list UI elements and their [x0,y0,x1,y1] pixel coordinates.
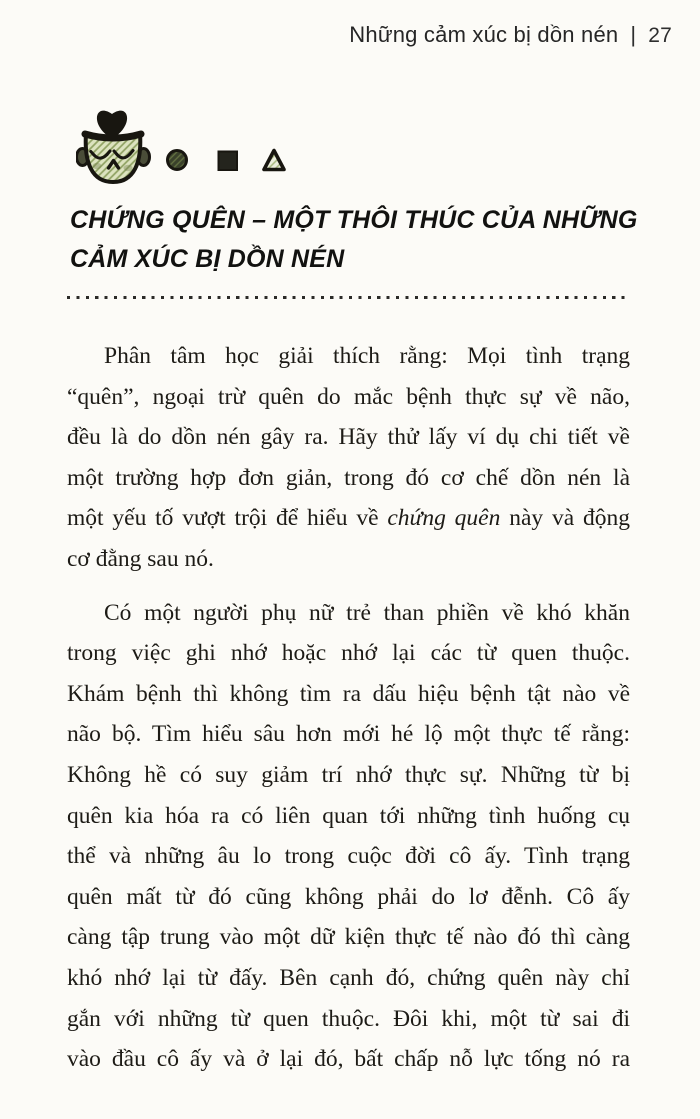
triangle-icon [264,151,284,170]
text-line: Có một người phụ nữ trẻ than phiền về khó khăn [104,599,630,626]
running-header [349,22,672,48]
body-text [67,336,630,1080]
text-line: não bộ. Tìm hiểu sâu hơn mới hé lộ một thực tế rằng: [67,721,630,748]
face-with-heart-icon [77,111,150,182]
text-line: cơ đằng sau nó. [67,545,214,572]
page-number: 27 [648,24,672,47]
dotted-divider [67,296,630,299]
header-divider: | [630,22,637,47]
text-line: một trường hợp đơn giản, trong đó cơ chế dồn nén là [67,464,630,491]
square-icon [219,152,238,171]
chapter-illustration [76,104,294,188]
text-line: quên mất từ đó cũng không phải do lơ đễnh. Cô ấy [67,883,630,910]
paragraph [67,593,630,1080]
text-line: vào đầu cô ấy và ở lại đó, bất chấp nỗ lực tống nó ra [67,1046,630,1073]
running-title: Những cảm xúc bị dồn nén [349,22,619,47]
text-line: thể và những âu lo trong cuộc đời cô ấy. Tình trạng [67,843,630,870]
text-line: gắn với những từ quen thuộc. Đôi khi, một từ sai đi [67,1005,630,1032]
text-line: quên kia hóa ra có liên quan tới những tình huống cụ [67,802,630,829]
text-line: Không hề có suy giảm trí nhớ thực sự. Những từ bị [67,761,630,788]
text-line: Khám bệnh thì không tìm ra dấu hiệu bệnh tật nào về [67,680,630,707]
text-line: đều là do dồn nén gây ra. Hãy thử lấy ví dụ chi tiết về [67,424,630,451]
text-line: càng tập trung vào một dữ kiện thực tế nào đó thì càng [67,924,630,951]
paragraph [67,336,630,580]
text-line: khó nhớ lại từ đấy. Bên cạnh đó, chứng quên này chỉ [67,964,630,991]
section-heading-line-2: CẢM XÚC BỊ DỒN NÉN [70,245,345,273]
text-line: Phân tâm học giải thích rằng: Mọi tình trạng [104,343,630,369]
text-line: trong việc ghi nhớ hoặc nhớ lại các từ quen thuộc. [67,640,630,667]
text-line: một yếu tố vượt trội để hiểu về chứng quên này và động [67,505,630,532]
section-heading [70,201,645,279]
text-line: “quên”, ngoại trừ quên do mắc bệnh thực sự về não, [67,383,630,410]
circle-icon [168,151,187,170]
section-heading-line-1: CHỨNG QUÊN – MỘT THÔI THÚC CỦA NHỮNG [70,206,638,234]
